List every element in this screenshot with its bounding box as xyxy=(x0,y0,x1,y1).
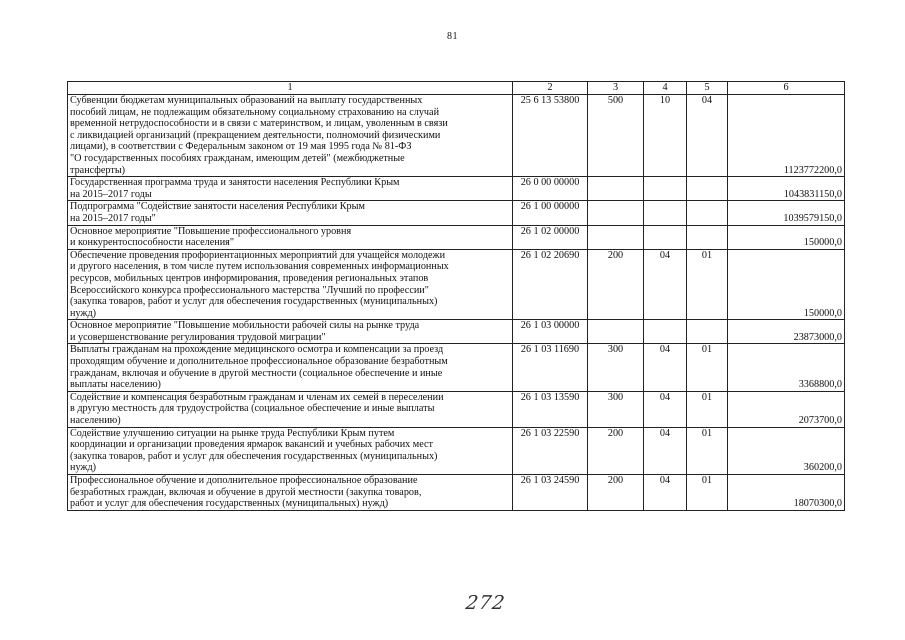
row-col-5: 01 xyxy=(687,475,728,511)
row-col-5 xyxy=(687,225,728,249)
row-col-4: 04 xyxy=(644,475,687,511)
row-name: Выплаты гражданам на прохождение медицинского осмотра и компенсации за проезд проходящим обучение и дополнительное профессиональное образование безработным гражданам, включая и обучение в другой местности (социальное обеспечение и иные выплаты населению) xyxy=(68,344,513,391)
row-name: Основное мероприятие "Повышение мобильности рабочей силы на рынке труда и усовершенствование регулирования трудовой миграции" xyxy=(68,320,513,344)
header-col-4: 4 xyxy=(644,82,687,95)
row-col-5: 01 xyxy=(687,427,728,474)
table-row xyxy=(68,475,845,511)
row-name: Государственная программа труда и занятости населения Республики Крым на 2015–2017 годы xyxy=(68,177,513,201)
handwritten-page-number: 272 xyxy=(464,592,507,614)
row-col-3: 200 xyxy=(588,427,644,474)
table-row xyxy=(68,201,845,225)
row-col-5: 01 xyxy=(687,249,728,320)
header-col-3: 3 xyxy=(588,82,644,95)
row-col-3 xyxy=(588,225,644,249)
row-col-4 xyxy=(644,201,687,225)
row-col-3: 500 xyxy=(588,95,644,177)
header-col-1: 1 xyxy=(68,82,513,95)
header-col-6: 6 xyxy=(728,82,845,95)
row-code: 26 0 00 00000 xyxy=(513,177,588,201)
table-row xyxy=(68,177,845,201)
row-col-5: 01 xyxy=(687,344,728,391)
row-col-3 xyxy=(588,201,644,225)
row-name: Содействие и компенсация безработным гражданам и членам их семей в переселении в другую местность для трудоустройства (социальное обеспечение и иные выплаты населению) xyxy=(68,391,513,427)
row-amount: 150000,0 xyxy=(728,225,845,249)
table-header-row xyxy=(68,82,845,95)
row-col-4 xyxy=(644,225,687,249)
row-col-3: 200 xyxy=(588,475,644,511)
row-code: 26 1 03 22590 xyxy=(513,427,588,474)
table-row xyxy=(68,391,845,427)
row-col-4: 04 xyxy=(644,391,687,427)
table-row xyxy=(68,249,845,320)
row-name: Профессиональное обучение и дополнительное профессиональное образование безработных граждан, включая и обучение в другой местности (закупка товаров, работ и услуг для обеспечения государственных (муниципальных) нужд) xyxy=(68,475,513,511)
table-row xyxy=(68,344,845,391)
row-col-3: 200 xyxy=(588,249,644,320)
row-amount: 1039579150,0 xyxy=(728,201,845,225)
row-amount: 23873000,0 xyxy=(728,320,845,344)
header-col-2: 2 xyxy=(513,82,588,95)
row-name: Обеспечение проведения профориентационных мероприятий для учащейся молодежи и другого населения, в том числе путем использования современных информационных ресурсов, мобильных центров информирования, проведения региональных этапов Всероссийского конкурса профессионального мастерства "Лучший по профессии" (закупка товаров, работ и услуг для обеспечения государственных (муниципальных) нужд) xyxy=(68,249,513,320)
row-col-5: 04 xyxy=(687,95,728,177)
row-amount: 1043831150,0 xyxy=(728,177,845,201)
table-row xyxy=(68,427,845,474)
row-col-4: 04 xyxy=(644,344,687,391)
row-amount: 18070300,0 xyxy=(728,475,845,511)
row-col-4: 10 xyxy=(644,95,687,177)
row-code: 26 1 02 20690 xyxy=(513,249,588,320)
row-name: Основное мероприятие "Повышение профессионального уровня и конкурентоспособности населения" xyxy=(68,225,513,249)
row-code: 26 1 00 00000 xyxy=(513,201,588,225)
row-col-5 xyxy=(687,177,728,201)
page-number: 81 xyxy=(447,31,458,42)
row-col-4: 04 xyxy=(644,249,687,320)
row-amount: 150000,0 xyxy=(728,249,845,320)
row-code: 25 6 13 53800 xyxy=(513,95,588,177)
table-row xyxy=(68,95,845,177)
row-name: Подпрограмма "Содействие занятости населения Республики Крым на 2015–2017 годы" xyxy=(68,201,513,225)
row-col-4 xyxy=(644,177,687,201)
row-code: 26 1 03 11690 xyxy=(513,344,588,391)
row-amount: 360200,0 xyxy=(728,427,845,474)
row-col-5 xyxy=(687,201,728,225)
row-col-4: 04 xyxy=(644,427,687,474)
row-code: 26 1 02 00000 xyxy=(513,225,588,249)
row-code: 26 1 03 13590 xyxy=(513,391,588,427)
row-col-3: 300 xyxy=(588,344,644,391)
row-col-3 xyxy=(588,320,644,344)
row-name: Субвенции бюджетам муниципальных образований на выплату государственных пособий лицам, не подлежащим обязательному социальному страхованию на случай временной нетрудоспособности и в связи с материнством, и лицам, уволенным в связи с ликвидацией организаций (прекращением деятельности, полномочий физическими лицами), в соответствии с Федеральным законом от 19 мая 1995 года № 81-ФЗ "О государственных пособиях гражданам, имеющим детей" (межбюджетные трансферты) xyxy=(68,95,513,177)
row-col-4 xyxy=(644,320,687,344)
row-amount: 3368800,0 xyxy=(728,344,845,391)
row-col-3 xyxy=(588,177,644,201)
budget-table xyxy=(67,81,845,511)
header-col-5: 5 xyxy=(687,82,728,95)
row-col-5 xyxy=(687,320,728,344)
table-row xyxy=(68,225,845,249)
row-amount: 2073700,0 xyxy=(728,391,845,427)
row-col-3: 300 xyxy=(588,391,644,427)
row-code: 26 1 03 00000 xyxy=(513,320,588,344)
row-col-5: 01 xyxy=(687,391,728,427)
row-name: Содействие улучшению ситуации на рынке труда Республики Крым путем координации и организации проведения ярмарок вакансий и учебных рабочих мест (закупка товаров, работ и услуг для обеспечения государственных (муниципальных) нужд) xyxy=(68,427,513,474)
table-row xyxy=(68,320,845,344)
row-amount: 1123772200,0 xyxy=(728,95,845,177)
row-code: 26 1 03 24590 xyxy=(513,475,588,511)
